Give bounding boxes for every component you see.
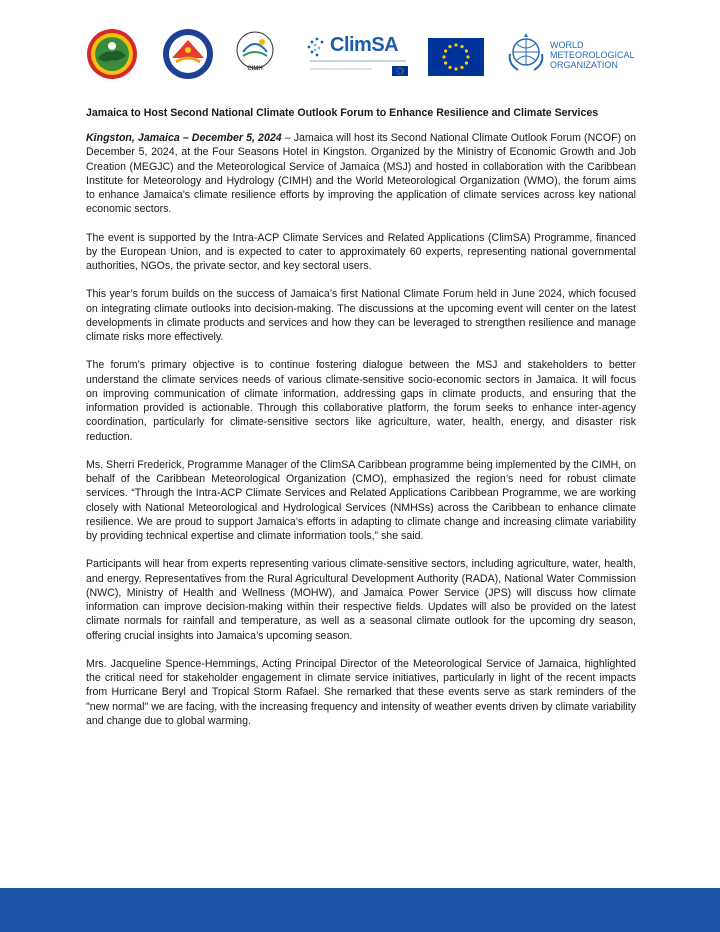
paragraph-4: The forum’s primary objective is to continue fostering dialogue between the MSJ and stakeholders to better understand the climate services needs of various climate-sensitive socio-economic sectors in Jamaica. It will focus on improving communication of climate information, addressing gaps in climate products, and ensuring that the information provided is actionable. Through this collaborative platform, the forum seeks to enhance inter-agency coordination, particularly for climate-sensitive sectors like agriculture, water, health, energy, and disaster risk reduction. — [86, 359, 636, 443]
wmo-line-2: METEOROLOGICAL — [550, 50, 635, 60]
dateline: Kingston, Jamaica – December 5, 2024 — [86, 132, 282, 144]
cimh-label: CIMH — [247, 66, 263, 72]
paragraph-2: The event is supported by the Intra-ACP Climate Services and Related Applications (ClimSA) Programme, financed by the European Union, and is expected to cater to approximately 60 experts, representing national governmental authorities, NGOs, the private sector, and key sectoral users. — [86, 231, 636, 272]
wmo-line-3: ORGANIZATION — [550, 60, 618, 70]
climsa-eu-mini-flag-icon — [392, 66, 408, 76]
climsa-footnote-rule — [310, 68, 372, 70]
wmo-emblem-icon — [506, 32, 546, 76]
paragraph-3: This year’s forum builds on the success of Jamaica’s first National Climate Forum held in June 2024, which focused on integrating climate outlooks into decision-making. The discussions at the upcoming event will center on the latest developments in climate products and services and how they can be leveraged to strengthen resilience and manage climate risks more effectively. — [86, 288, 636, 343]
wmo-logo — [506, 32, 646, 82]
climsa-wordmark: ClimSA — [330, 34, 399, 56]
paragraph-1 — [86, 131, 636, 217]
cmo-logo — [162, 28, 214, 80]
paragraph-1-body: – Jamaica will host its Second National Climate Outlook Forum (NCOF) on December 5, 2024, at the Four Seasons Hotel in Kingston. Organized by the Ministry of Economic Growth and Job Creation (MEGJC) and the Meteorological Service of Jamaica (MSJ) and hosted in collaboration with the Caribbean Institute for Meteorology and Hydrology (CIMH) and the World Meteorological Organization (WMO), the forum aims to enhance Jamaica’s climate resilience efforts by improving the application of climate services across key national economic sectors. — [86, 132, 636, 216]
climsa-tagline-rule — [310, 60, 406, 62]
paragraph-7: Mrs. Jacqueline Spence-Hemmings, Acting Principal Director of the Meteorological Service of Jamaica, highlighted the critical need for stakeholder engagement in climate service initiatives, particularly in light of the recent impacts from Hurricane Beryl and Tropical Storm Rafael. She remarked that these events serve as stark reminders of the "new normal" we are facing, with the increasing frequency and intensity of weather events driven by climate variability and change due to global warming. — [86, 657, 636, 727]
msj-logo — [86, 28, 138, 80]
footer-band — [0, 888, 720, 932]
cimh-logo — [234, 30, 276, 78]
logo-strip — [86, 26, 646, 90]
wmo-line-1: WORLD — [550, 40, 584, 50]
paragraph-6: Participants will hear from experts representing various climate-sensitive sectors, including agriculture, water, health, and energy. Representatives from the Rural Agricultural Development Authority (RADA), National Water Commission (NWC), Ministry of Health and Wellness (MOHW), and Jamaica Power Service (JPS) will discuss how climate information can improve decision-making within their respective fields. Updates will also be provided on the latest climate normals for rainfall and temperature, as well as a seasonal climate outlook for the upcoming dry season, offering crucial insights into Jamaica’s upcoming season. — [86, 558, 636, 642]
wmo-wordmark — [550, 40, 635, 70]
climsa-logo — [306, 34, 410, 78]
article-title: Jamaica to Host Second National Climate Outlook Forum to Enhance Resilience and Climate Services — [86, 107, 599, 119]
eu-flag-icon — [428, 38, 484, 76]
paragraph-5: Ms. Sherri Frederick, Programme Manager of the ClimSA Caribbean programme being implemented by the CIMH, on behalf of the Caribbean Meteorological Organization (CMO), emphasized the region’s need for robust climate services. “Through the Intra-ACP Climate Services and Related Applications Caribbean Programme, we are working closely with National Meteorological and Hydrological Services (NMHSs) across the Caribbean to enhance climate resilience. We are proud to support Jamaica’s efforts in adapting to climate change and increasing climate variability by providing technical expertise and climate information tools,” she said. — [86, 458, 636, 542]
climsa-dots-icon — [306, 36, 328, 58]
press-release — [86, 106, 636, 742]
